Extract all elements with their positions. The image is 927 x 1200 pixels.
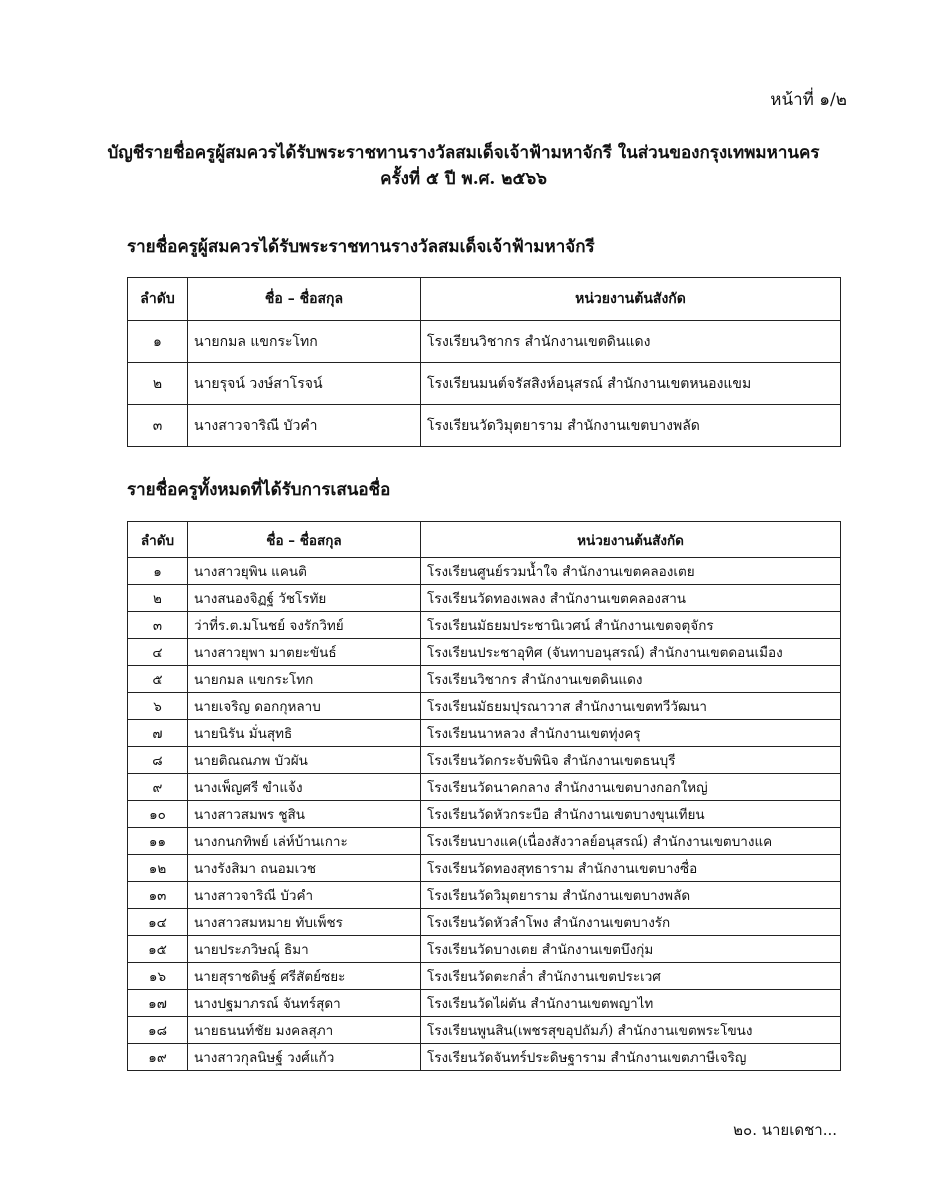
column-header-name: ชื่อ – ชื่อสกุล [188, 278, 421, 321]
continuation-note: ๒๐. นายเดชา... [733, 1121, 837, 1139]
row-name: นางสาวจาริณี บัวคำ [188, 405, 421, 447]
row-unit: โรงเรียนวัดทองสุทธาราม สำนักงานเขตบางซื่อ [421, 855, 841, 882]
row-unit: โรงเรียนวัดหัวลำโพง สำนักงานเขตบางรัก [421, 909, 841, 936]
row-unit: โรงเรียนวัดวิมุตยาราม สำนักงานเขตบางพลัด [421, 882, 841, 909]
title-line-2: ครั้งที่ ๕ ปี พ.ศ. ๒๕๖๖ [380, 169, 547, 189]
title-line-1: บัญชีรายชื่อครูผู้สมควรได้รับพระราชทานรางวัลสมเด็จเจ้าฟ้ามหาจักรี ในส่วนของกรุงเทพมหานคร [107, 143, 820, 163]
table-row [128, 405, 841, 447]
table-row [128, 720, 841, 747]
row-order: ๘ [128, 747, 188, 774]
section1-heading: รายชื่อครูผู้สมควรได้รับพระราชทานรางวัลสมเด็จเจ้าฟ้ามหาจักรี [127, 237, 595, 257]
row-order: ๓ [128, 612, 188, 639]
document-title [0, 140, 927, 192]
row-order: ๑๒ [128, 855, 188, 882]
column-header-unit: หน่วยงานต้นสังกัด [421, 278, 841, 321]
row-unit: โรงเรียนบางแค(เนื่องสังวาลย์อนุสรณ์) สำนักงานเขตบางแค [421, 828, 841, 855]
row-unit: โรงเรียนวัดนาคกลาง สำนักงานเขตบางกอกใหญ่ [421, 774, 841, 801]
row-unit: โรงเรียนวัดไผ่ตัน สำนักงานเขตพญาไท [421, 990, 841, 1017]
row-name: นายสุราชดิษฐ์ ศรีสัตย์ซยะ [188, 963, 421, 990]
row-unit: โรงเรียนวัดหัวกระบือ สำนักงานเขตบางขุนเทียน [421, 801, 841, 828]
row-unit: โรงเรียนวัดกระจับพินิจ สำนักงานเขตธนบุรี [421, 747, 841, 774]
row-name: นายติณณภพ บัวผัน [188, 747, 421, 774]
row-order: ๒ [128, 363, 188, 405]
table-row [128, 963, 841, 990]
row-name: นางสาวยุพิน แคนติ [188, 558, 421, 585]
row-order: ๖ [128, 693, 188, 720]
row-order: ๑๗ [128, 990, 188, 1017]
row-order: ๑๕ [128, 936, 188, 963]
row-name: นายธนนท์ชัย มงคลสุภา [188, 1017, 421, 1044]
row-unit: โรงเรียนวัดตะกล่ำ สำนักงานเขตประเวศ [421, 963, 841, 990]
table-row [128, 936, 841, 963]
row-name: ว่าที่ร.ต.มโนชย์ จงรักวิทย์ [188, 612, 421, 639]
row-name: นางสาวยุพา มาตยะขันธ์ [188, 639, 421, 666]
table-row [128, 882, 841, 909]
table-row [128, 909, 841, 936]
row-order: ๑๓ [128, 882, 188, 909]
row-order: ๗ [128, 720, 188, 747]
row-name: นายนิรัน มั่นสุทธิ [188, 720, 421, 747]
row-name: นางปฐมาภรณ์ จันทร์สุดา [188, 990, 421, 1017]
table-row [128, 639, 841, 666]
table-row [128, 693, 841, 720]
table-row [128, 585, 841, 612]
row-unit: โรงเรียนมัธยมปุรณาวาส สำนักงานเขตทวีวัฒนา [421, 693, 841, 720]
row-unit: โรงเรียนนาหลวง สำนักงานเขตทุ่งครุ [421, 720, 841, 747]
table-header-row [128, 278, 841, 321]
row-order: ๑๑ [128, 828, 188, 855]
row-name: นางสาวกุลนิษฐ์ วงศ์แก้ว [188, 1044, 421, 1071]
row-order: ๑๙ [128, 1044, 188, 1071]
row-unit: โรงเรียนวัดจันทร์ประดิษฐาราม สำนักงานเขตภาษีเจริญ [421, 1044, 841, 1071]
table-row [128, 612, 841, 639]
table-row [128, 774, 841, 801]
row-name: นางสาวจาริณี บัวคำ [188, 882, 421, 909]
row-unit: โรงเรียนวิชากร สำนักงานเขตดินแดง [421, 321, 841, 363]
page-number: หน้าที่ ๑/๒ [770, 90, 847, 110]
row-name: นายประภวิษณุ์ ธิมา [188, 936, 421, 963]
row-unit: โรงเรียนพูนสิน(เพชรสุขอุปถัมภ์) สำนักงานเขตพระโขนง [421, 1017, 841, 1044]
row-name: นายกมล แขกระโทก [188, 666, 421, 693]
row-unit: โรงเรียนวัดทองเพลง สำนักงานเขตคลองสาน [421, 585, 841, 612]
row-unit: โรงเรียนมัธยมประชานิเวศน์ สำนักงานเขตจตุจักร [421, 612, 841, 639]
column-header-unit: หน่วยงานต้นสังกัด [421, 522, 841, 558]
row-order: ๑ [128, 558, 188, 585]
row-name: นางกนกทิพย์ เล่ห์บ้านเกาะ [188, 828, 421, 855]
table-row [128, 363, 841, 405]
table-row [128, 828, 841, 855]
row-unit: โรงเรียนมนต์จรัสสิงห์อนุสรณ์ สำนักงานเขตหนองแขม [421, 363, 841, 405]
row-order: ๓ [128, 405, 188, 447]
row-order: ๔ [128, 639, 188, 666]
row-order: ๒ [128, 585, 188, 612]
row-name: นางสาวสมหมาย ทับเพ็ชร [188, 909, 421, 936]
table-row [128, 666, 841, 693]
row-unit: โรงเรียนวัดบางเตย สำนักงานเขตบึงกุ่ม [421, 936, 841, 963]
row-order: ๑๖ [128, 963, 188, 990]
awardees-table [127, 277, 841, 447]
row-name: นางรังสิมา ถนอมเวช [188, 855, 421, 882]
row-order: ๕ [128, 666, 188, 693]
column-header-order: ลำดับ [128, 278, 188, 321]
column-header-order: ลำดับ [128, 522, 188, 558]
row-unit: โรงเรียนประชาอุทิศ (จันทาบอนุสรณ์) สำนักงานเขตดอนเมือง [421, 639, 841, 666]
row-order: ๑๔ [128, 909, 188, 936]
section2-heading: รายชื่อครูทั้งหมดที่ได้รับการเสนอชื่อ [127, 480, 391, 500]
table-row [128, 558, 841, 585]
row-unit: โรงเรียนศูนย์รวมน้ำใจ สำนักงานเขตคลองเตย [421, 558, 841, 585]
table-row [128, 855, 841, 882]
row-name: นางเพ็ญศรี ขำแจ้ง [188, 774, 421, 801]
table-row [128, 321, 841, 363]
row-unit: โรงเรียนวิชากร สำนักงานเขตดินแดง [421, 666, 841, 693]
row-unit: โรงเรียนวัดวิมุตยาราม สำนักงานเขตบางพลัด [421, 405, 841, 447]
row-order: ๑ [128, 321, 188, 363]
table-row [128, 990, 841, 1017]
nominees-table [127, 521, 841, 1071]
row-order: ๑๐ [128, 801, 188, 828]
table-row [128, 1017, 841, 1044]
table-row [128, 1044, 841, 1071]
table-header-row [128, 522, 841, 558]
row-name: นางสนองจิฏฐ์ วัชโรทัย [188, 585, 421, 612]
row-order: ๙ [128, 774, 188, 801]
row-name: นางสาวสมพร ชูสิน [188, 801, 421, 828]
row-order: ๑๘ [128, 1017, 188, 1044]
table-row [128, 801, 841, 828]
table-row [128, 747, 841, 774]
row-name: นายกมล แขกระโทก [188, 321, 421, 363]
row-name: นายรุจน์ วงษ์สาโรจน์ [188, 363, 421, 405]
column-header-name: ชื่อ – ชื่อสกุล [188, 522, 421, 558]
row-name: นายเจริญ ดอกกุหลาบ [188, 693, 421, 720]
